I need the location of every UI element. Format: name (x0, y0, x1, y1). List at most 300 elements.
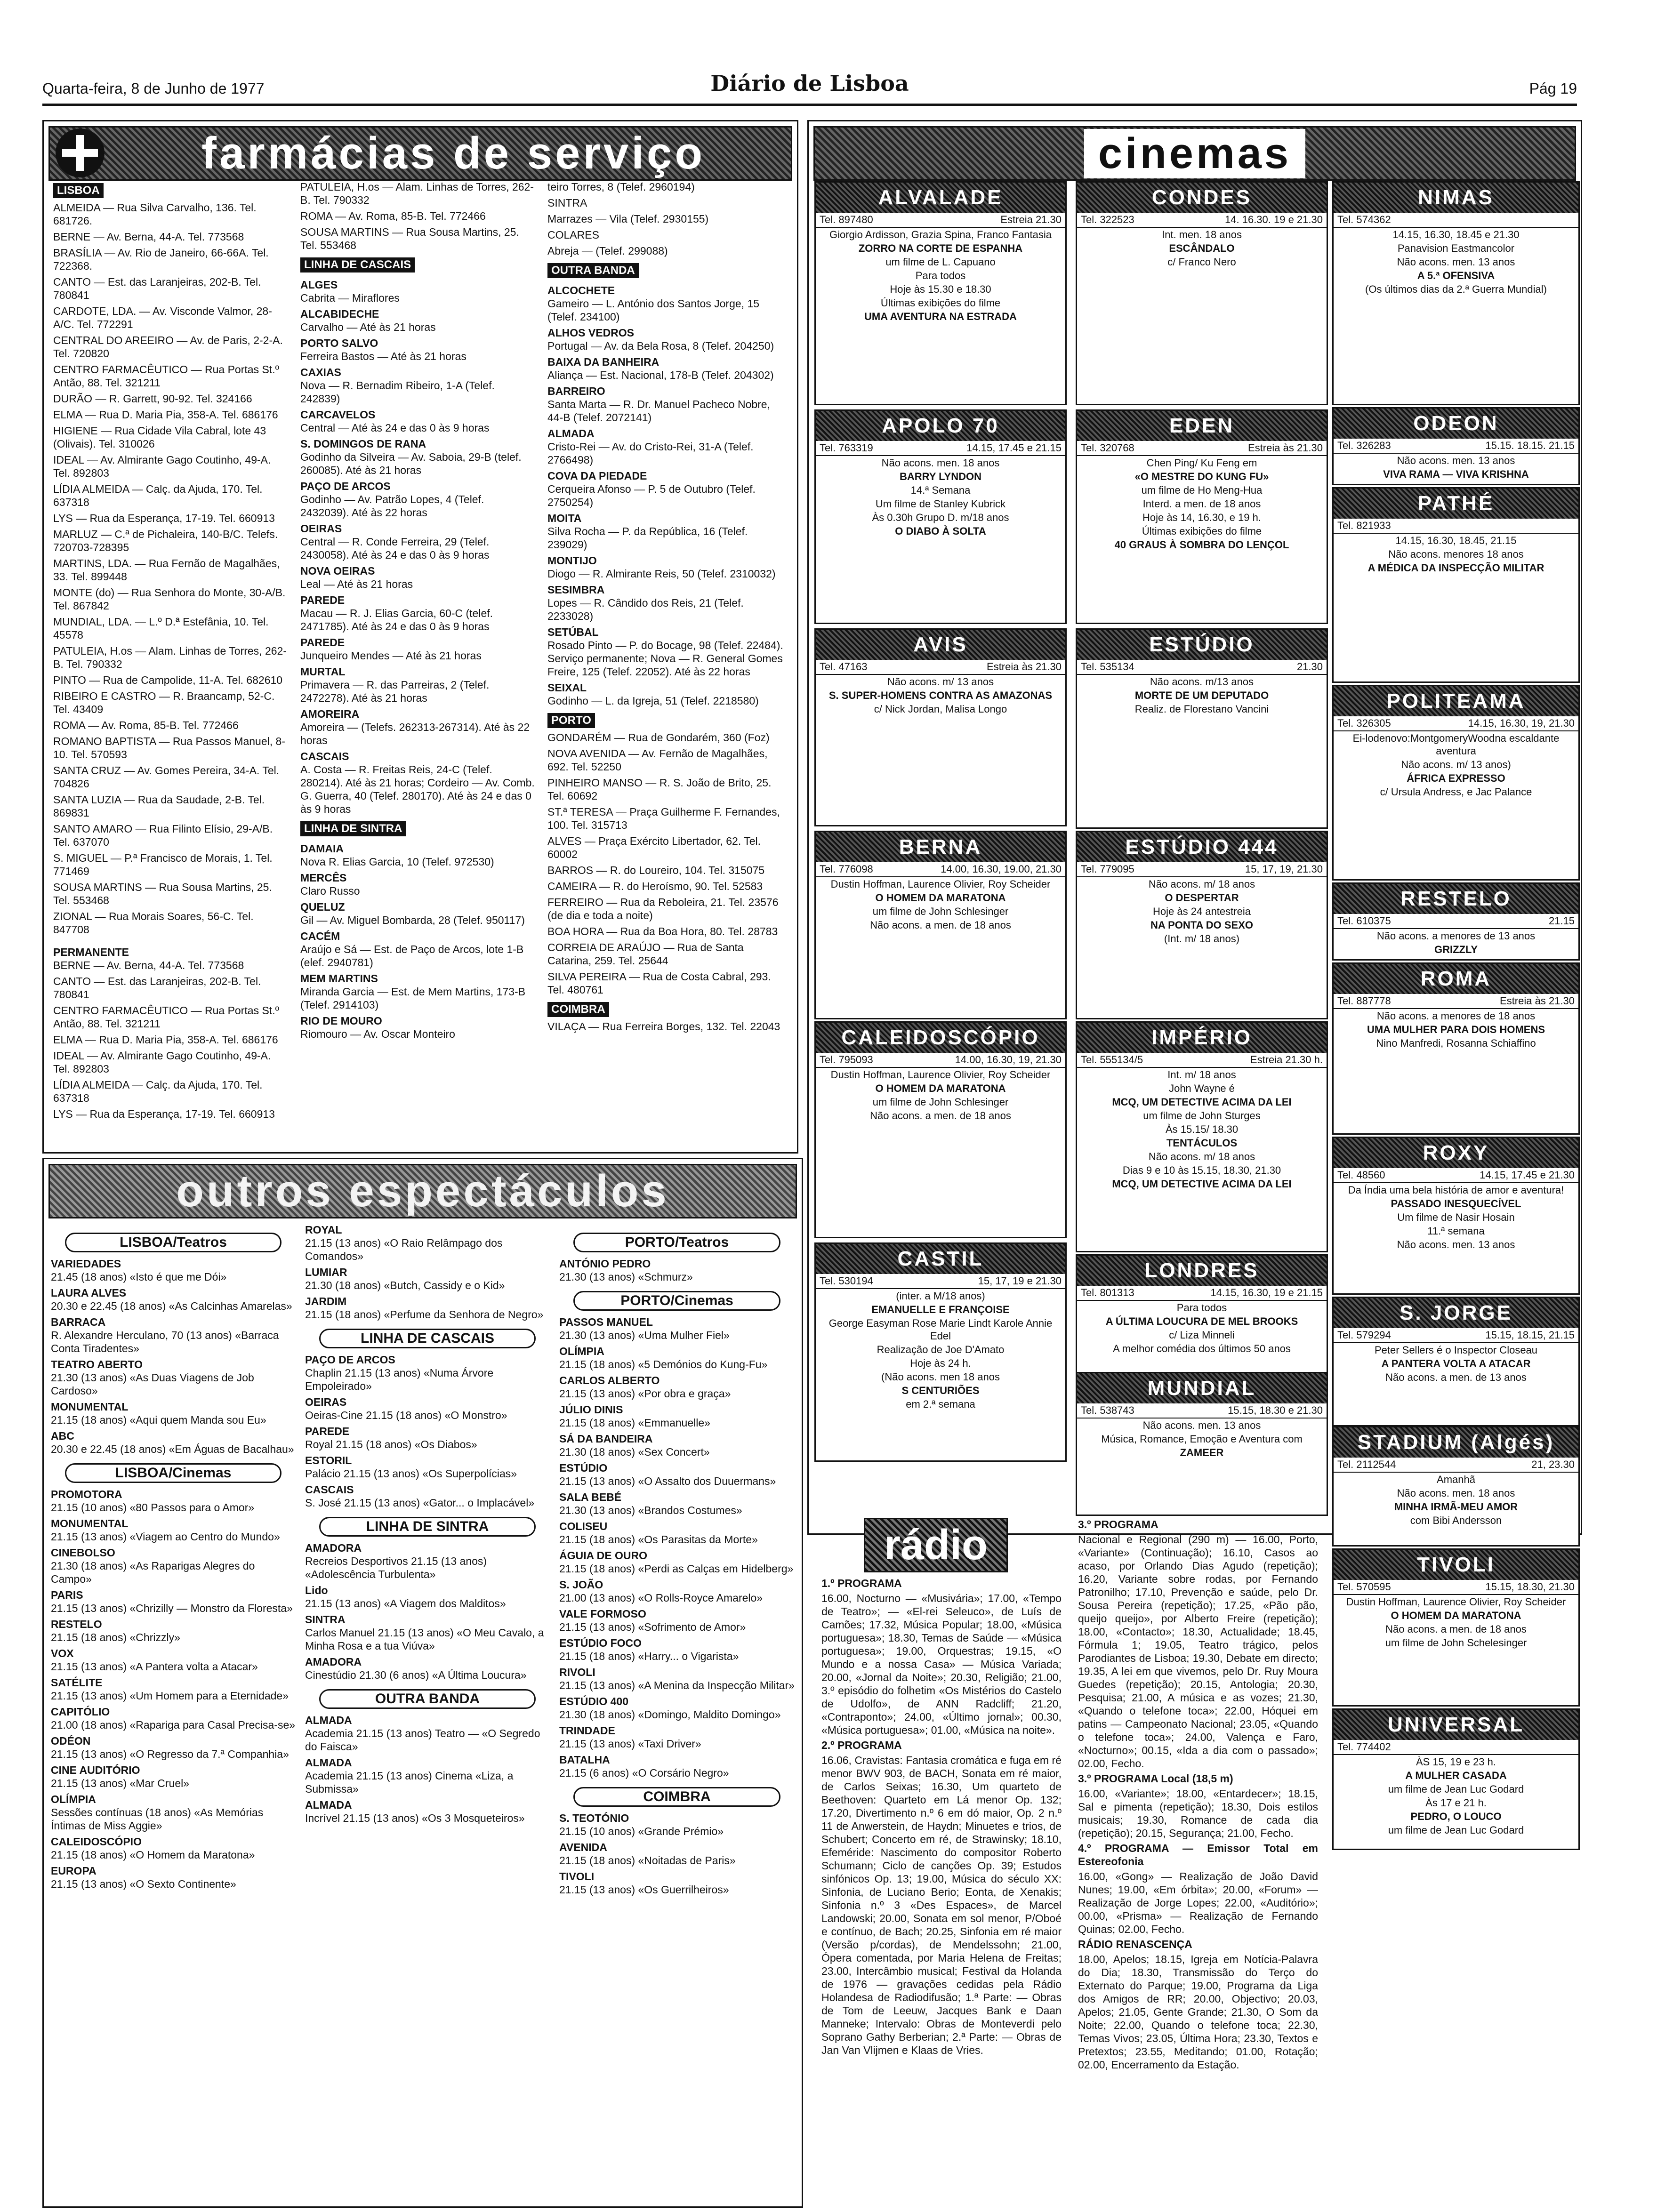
entry-text: 21.15 (13 anos) «Taxi Driver» (559, 1738, 701, 1750)
page-number: Pág 19 (1529, 80, 1577, 97)
entry-heading: ROYAL (305, 1224, 342, 1236)
cinema-line: 40 GRAUS À SOMBRA DO LENÇOL (1114, 539, 1289, 551)
cinema-name: IMPÉRIO (1077, 1023, 1327, 1053)
cinema-line: c/ Liza Minneli (1169, 1329, 1235, 1341)
cinema-line: UMA AVENTURA NA ESTRADA (864, 311, 1017, 322)
list-item: MARTINS, LDA. — Rua Fernão de Magalhães, 33. Tel. 899448 (53, 557, 280, 583)
cinema-name: CONDES (1077, 183, 1327, 213)
cinema-line: S CENTURIÕES (901, 1385, 980, 1396)
cinema-line: Hoje às 24 h. (910, 1357, 971, 1369)
cinema-tel-row (1334, 1328, 1578, 1343)
cinema-line: EMANUELLE E FRANÇOISE (871, 1304, 1010, 1315)
cinema-line: Chen Ping/ Ku Feng em (1146, 457, 1257, 469)
cinema-box (814, 1021, 1067, 1238)
entry-heading: ALMADA (547, 427, 595, 440)
entry-text: Chaplin 21.15 (13 anos) «Numa Árvore Empoleirado» (305, 1367, 494, 1392)
entry-heading: CASCAIS (300, 750, 349, 762)
cinema-name: CASTIL (816, 1244, 1065, 1274)
cinema-line: Interd. a men. de 18 anos (1142, 498, 1261, 510)
entry-text: Amoreira — (Telefs. 262313-267314). Até às 22 horas (300, 721, 530, 746)
entry-text: Recreios Desportivos 21.15 (13 anos) «Adolescência Turbulenta» (305, 1555, 487, 1580)
entry-heading: VOX (51, 1647, 74, 1659)
farmacias-col3-top (547, 180, 788, 257)
outros-col-3 (559, 1225, 795, 2204)
entry-heading: S. TEOTÓNIO (559, 1812, 629, 1824)
list-item: PINTO — Rua de Campolide, 11-A. Tel. 682610 (53, 674, 283, 686)
cinema-line: Não acons. a menores de 13 anos (1376, 930, 1536, 942)
cinema-line: Não acons. m/ 18 anos (1148, 878, 1255, 890)
cinema-line: um filme de John Sturges (1143, 1110, 1261, 1122)
entry-heading: CACÉM (300, 930, 340, 942)
radio-program-text: 16.00, «Gong» — Realização de João David Nunes; 19.00, «Em órbita»; 20.00, «Forum» — Realização de Jorge Lopes; 22.00, «Auditório»; 00.00, «Prisma» — Realização de Fernando Quinas; 02.00, Fecho. (1078, 1870, 1318, 1935)
cinema-line: 14.15, 16.30, 18.45, 21.15 (1395, 535, 1517, 546)
entry-heading: AMOREIRA (300, 708, 360, 720)
lisboa-label: LISBOA (53, 183, 104, 198)
cinema-line: (inter. a M/18 anos) (896, 1290, 985, 1302)
cinema-line: A MÉDICA DA INSPECÇÃO MILITAR (1367, 562, 1544, 574)
cinema-line: Não acons. men. 13 anos (1142, 1419, 1261, 1431)
cinema-times: 15.15. 18.15. 21.15 (1485, 440, 1575, 451)
radio-col-1 (821, 1577, 1062, 2205)
list-item: RIBEIRO E CASTRO — R. Braancamp, 52-C. Tel. 43409 (53, 690, 275, 715)
cinema-line: GRIZZLY (1434, 944, 1478, 955)
cinema-line: Dias 9 e 10 às 15.15, 18.30, 21.30 (1122, 1164, 1281, 1176)
cinema-name: ODEON (1334, 409, 1578, 439)
farmacias-sintra-list (300, 842, 536, 1041)
cinema-box (1332, 882, 1580, 961)
entry-heading: PAÇO DE ARCOS (305, 1354, 395, 1366)
list-item: CENTRAL DO AREEIRO — Av. de Paris, 2-2-A. Tel. 720820 (53, 334, 283, 360)
list-item: teiro Torres, 8 (Telef. 2960194) (547, 181, 695, 193)
entry-text: Araújo e Sá — Est. de Paço de Arcos, lote 1-B (elef. 2940781) (300, 943, 524, 969)
entry-text: 21.15 (18 anos) «Os Parasitas da Morte» (559, 1533, 758, 1546)
entry-text: 21.45 (18 anos) «Isto é que me Dói» (51, 1271, 227, 1283)
cinema-name: APOLO 70 (816, 411, 1065, 441)
masthead (42, 71, 1577, 106)
entry-text: Royal 21.15 (18 anos) «Os Diabos» (305, 1438, 477, 1451)
list-item: SANTA CRUZ — Av. Gomes Pereira, 34-A. Tel. 704826 (53, 764, 280, 790)
cinema-name: RESTELO (1334, 884, 1578, 914)
cinema-line: Não acons. m/ 18 anos (1148, 1151, 1255, 1162)
cinema-line: BARRY LYNDON (900, 471, 981, 482)
list-item: S. MIGUEL — P.ª Francisco de Morais, 1. Tel. 771469 (53, 852, 273, 877)
entry-heading: RIO DE MOURO (300, 1015, 382, 1027)
cinema-tel-row (816, 660, 1065, 675)
cinema-phone: Tel. 2112544 (1337, 1459, 1396, 1470)
entry-heading: BARRACA (51, 1316, 106, 1328)
cinema-box (1076, 1021, 1328, 1252)
cinema-tel-row (1334, 213, 1578, 228)
entry-heading: TEATRO ABERTO (51, 1358, 143, 1370)
cinema-line: O HOMEM DA MARATONA (875, 1082, 1006, 1094)
entry-heading: SÁ DA BANDEIRA (559, 1433, 653, 1445)
cinema-line: Hoje às 24 antestreia (1153, 906, 1251, 917)
cinema-line: (Não acons. men 18 anos (881, 1371, 1000, 1383)
list-item: PINHEIRO MANSO — R. S. João de Brito, 25. Tel. 60692 (547, 777, 772, 802)
entry-heading: Lido (305, 1584, 328, 1596)
cinema-name: NIMAS (1334, 183, 1578, 213)
farmacias-permanente-list (53, 959, 289, 1121)
cinema-line: NA PONTA DO SEXO (1150, 919, 1253, 931)
entry-heading: ALMADA (305, 1756, 352, 1769)
entry-heading: AMADORA (305, 1656, 362, 1668)
cinema-tel-row (1334, 1580, 1578, 1595)
list-item: CANTO — Est. das Laranjeiras, 202-B. Tel. 780841 (53, 276, 261, 301)
cinema-times: Estreia às 21.30 (987, 661, 1062, 673)
entry-text: 21.15 (18 anos) «Emmanuelle» (559, 1417, 710, 1429)
cinema-box (1332, 685, 1580, 881)
cinema-phone: Tel. 887778 (1337, 995, 1391, 1007)
cinema-line: Não acons. a men. de 18 anos (870, 919, 1011, 931)
cinema-tel-row (816, 213, 1065, 228)
pharmacy-cross-icon (56, 128, 105, 177)
cinema-line: um filme de Jean Luc Godard (1388, 1824, 1524, 1836)
entry-heading: ALHOS VEDROS (547, 327, 635, 339)
cinema-line: um filme de John Schelesinger (1385, 1637, 1527, 1649)
cinema-box (1076, 628, 1328, 829)
entry-text: Sessões contínuas (18 anos) «As Memórias Íntimas de Miss Aggie» (51, 1806, 264, 1832)
entry-text: 21.15 (18 anos) «Harry... o Vigarista» (559, 1650, 739, 1662)
list-item: SANTA LUZIA — Rua da Saudade, 2-B. Tel. 869831 (53, 793, 265, 819)
outros-col-1 (51, 1225, 296, 2204)
list-item: MONTE (do) — Rua Senhora do Monte, 30-A/B. Tel. 867842 (53, 586, 286, 612)
cinema-line: Não acons. men. 18 anos (881, 457, 1000, 469)
radio-program-text: 16.00, «Variante»; 18.00, «Entardecer»; 18.15, Sal e pimenta (repetição); 18.30, Dois estilos musicais; 19.30, Romance de cada dia (repetição); 20.15, Segurança; 21.00, Fecho. (1078, 1787, 1318, 1839)
list-item: ZIONAL — Rua Morais Soares, 56-C. Tel. 847708 (53, 910, 254, 936)
entry-heading: VALE FORMOSO (559, 1608, 646, 1620)
cinema-times: 21.15 (1548, 915, 1575, 927)
cinema-line: A melhor comédia dos últimos 50 anos (1113, 1343, 1291, 1354)
cinema-line: Não acons. men. 13 anos (1397, 455, 1515, 466)
cinema-box (1332, 487, 1580, 683)
cinema-line: Às 17 e 21 h. (1425, 1797, 1487, 1809)
list-item: ELMA — Rua D. Maria Pia, 358-A. Tel. 686176 (53, 409, 278, 421)
list-item: IDEAL — Av. Almirante Gago Coutinho, 49-A. Tel. 892803 (53, 1050, 271, 1075)
entry-heading: OEIRAS (305, 1396, 347, 1408)
cinema-line: Peter Sellers é o Inspector Closeau (1374, 1344, 1538, 1356)
cinema-tel-row (1334, 1168, 1578, 1183)
cinema-box (1332, 1548, 1580, 1707)
porto-cinemas-list (559, 1315, 795, 1779)
entry-text: Cabrita — Miraflores (300, 292, 400, 304)
farmacias-col2-top (300, 180, 536, 252)
radio-section (821, 1518, 1318, 2205)
entry-text: Portugal — Av. da Bela Rosa, 8 (Telef. 204250) (547, 340, 774, 352)
cinema-name: ESTÚDIO 444 (1077, 832, 1327, 862)
cinema-line: O DESPERTAR (1165, 892, 1239, 904)
list-item: CAMEIRA — R. do Heroísmo, 90. Tel. 52583 (547, 880, 763, 892)
list-item: COLARES (547, 229, 599, 241)
cinema-box (1332, 1708, 1580, 1850)
sintra-header: LINHA DE SINTRA (319, 1517, 536, 1537)
cinema-line: Dustin Hoffman, Laurence Olivier, Roy Scheider (830, 878, 1051, 890)
cinema-name: S. JORGE (1334, 1298, 1578, 1328)
cinema-box (1332, 181, 1580, 405)
cinema-line: MINHA IRMÃ-MEU AMOR (1394, 1501, 1518, 1513)
entry-heading: ABC (51, 1430, 74, 1442)
list-item: SILVA PEREIRA — Rua de Costa Cabral, 293. Tel. 480761 (547, 970, 771, 996)
cinema-line: MORTE DE UM DEPUTADO (1134, 689, 1269, 701)
list-item: ROMA — Av. Roma, 85-B. Tel. 772466 (300, 210, 486, 222)
cinema-line: O HOMEM DA MARATONA (1391, 1610, 1521, 1621)
cinema-line: A ÚLTIMA LOUCURA DE MEL BROOKS (1105, 1315, 1298, 1327)
lisboa-cinemas-header: LISBOA/Cinemas (65, 1463, 282, 1483)
farmacias-col-1 (53, 180, 289, 1145)
coimbra-header: COIMBRA (573, 1787, 780, 1807)
entry-text: 21.15 (10 anos) «80 Passos para o Amor» (51, 1501, 255, 1514)
cinema-tel-row (1077, 441, 1327, 456)
cinema-line: ESCÂNDALO (1169, 242, 1235, 254)
entry-text: 21.30 (13 anos) «Uma Mulher Fiel» (559, 1329, 730, 1341)
entry-text: 21.15 (18 anos) «O Homem da Maratona» (51, 1849, 255, 1861)
cinema-phone: Tel. 326283 (1337, 440, 1391, 451)
cinema-line: George Easyman Rose Marie Lindt Karole Annie Edel (828, 1317, 1053, 1342)
entry-heading: PASSOS MANUEL (559, 1316, 653, 1328)
cinema-line: c/ Ursula Andress, e Jac Palance (1380, 786, 1532, 798)
issue-date: Quarta-feira, 8 de Junho de 1977 (42, 80, 265, 97)
farmacias-outra-list (547, 284, 788, 707)
cinema-box (1076, 1372, 1328, 1516)
entry-heading: OLÍMPIA (51, 1793, 96, 1805)
cinema-line: Panavision Eastmancolor (1397, 242, 1515, 254)
cinema-line: com Bibi Andersson (1410, 1515, 1502, 1526)
list-item: VILAÇA — Rua Ferreira Borges, 132. Tel. 22043 (547, 1020, 780, 1033)
entry-heading: PAREDE (305, 1425, 350, 1437)
cinema-times: 15.15, 18.15, 21.15 (1485, 1329, 1575, 1341)
entry-text: Gameiro — L. António dos Santos Jorge, 15 (Telef. 234100) (547, 297, 760, 323)
cinema-phone: Tel. 320768 (1081, 442, 1134, 454)
cinema-tel-row (1334, 1458, 1578, 1473)
cinema-line: VIVA RAMA — VIVA KRISHNA (1383, 468, 1529, 480)
cinema-times: 14.15, 17.45 e 21.30 (1480, 1169, 1575, 1181)
cinema-line: Às 15.15/ 18.30 (1165, 1123, 1239, 1135)
cinema-line: Música, Romance, Emoção e Aventura com (1101, 1433, 1303, 1445)
entry-text: 21.15 (10 anos) «Grande Prémio» (559, 1825, 724, 1837)
entry-heading: MURTAL (300, 665, 346, 678)
entry-text: Lopes — R. Cândido dos Reis, 21 (Telef. 2233028) (547, 597, 744, 622)
cinema-name: CALEIDOSCÓPIO (816, 1023, 1065, 1053)
list-item: BERNE — Av. Berna, 44-A. Tel. 773568 (53, 231, 244, 243)
entry-heading: MEM MARTINS (300, 972, 378, 985)
sintra-label: LINHA DE SINTRA (300, 821, 406, 836)
entry-text: 21.30 (13 anos) «Schmurz» (559, 1271, 693, 1283)
list-item: SOUSA MARTINS — Rua Sousa Martins, 25. Tel. 553468 (300, 226, 519, 251)
entry-text: 21.15 (18 anos) «Perdi as Calças em Hidelberg» (559, 1563, 794, 1575)
entry-heading: NOVA OEIRAS (300, 565, 375, 577)
cinema-tel-row (1334, 914, 1578, 929)
entry-text: Palácio 21.15 (13 anos) «Os Superpolícias» (305, 1467, 517, 1480)
cinema-phone: Tel. 47163 (820, 661, 868, 673)
cinema-times: Estreia 21.30 h. (1250, 1054, 1323, 1066)
cinema-box (1076, 181, 1328, 405)
entry-text: 21.15 (6 anos) «O Corsário Negro» (559, 1767, 729, 1779)
cinema-name: ALVALADE (816, 183, 1065, 213)
radio-program-text: 18.00, Apelos; 18.15, Igreja em Notícia-Palavra do Dia; 18.30, Transmissão do Terço do Externato do Parque; 19.00, Programa da Liga dos Amigos de RR; 20.00, Objectivo; 20.03, Apelos; 21.05, Gente Grande; 21.30, O Som da Noite; 22.00, Quando o telefone toca; 22.30, Temas Vivos; 23.05, Última Hora; 23.30, Textos e Pretextos; 23.55, Meditando; 01.00, Rotação; 02.00, Encerramento da Estação. (1078, 1953, 1318, 2071)
entry-text: 21.15 (13 anos) «Mar Cruel» (51, 1777, 190, 1789)
entry-text: 21.30 (18 anos) «Butch, Cassidy e o Kid» (305, 1279, 505, 1291)
farmacias-col-2 (300, 180, 536, 1145)
entry-heading: MERCÊS (300, 872, 347, 884)
cinema-tel-row (816, 1053, 1065, 1068)
entry-text: Carvalho — Até às 21 horas (300, 321, 436, 333)
coimbra-label: COIMBRA (547, 1002, 609, 1017)
farmacias-porto-list (547, 731, 788, 996)
entry-heading: SESIMBRA (547, 584, 605, 596)
cinema-line: Amanhã (1437, 1474, 1475, 1485)
cinema-tel-row (1077, 862, 1327, 877)
cinema-name: TIVOLI (1334, 1550, 1578, 1580)
cinema-line: um filme de John Schlesinger (872, 906, 1009, 917)
list-item: ROMA — Av. Roma, 85-B. Tel. 772466 (53, 719, 239, 731)
cinema-box (1332, 1426, 1580, 1547)
entry-heading: PAÇO DE ARCOS (300, 480, 391, 492)
list-item: GONDARÉM — Rua de Gondarém, 360 (Foz) (547, 731, 770, 744)
cinema-line: Int. men. 18 anos (1162, 229, 1242, 240)
cinema-times: 21, 23.30 (1531, 1459, 1575, 1470)
entry-text: Leal — Até às 21 horas (300, 578, 413, 590)
entry-heading: BAIXA DA BANHEIRA (547, 356, 660, 368)
cinema-times: Estreia às 21.30 (1500, 995, 1575, 1007)
cinema-name: EDEN (1077, 411, 1327, 441)
cinema-line: A 5.ª OFENSIVA (1417, 270, 1495, 281)
cinema-line: Não acons. menores 18 anos (1388, 548, 1524, 560)
cinema-line: Realização de Joe D'Amato (877, 1344, 1005, 1355)
radio-program-heading: RÁDIO RENASCENÇA (1078, 1938, 1192, 1950)
cinema-name: BERNA (816, 832, 1065, 862)
entry-text: Miranda Garcia — Est. de Mem Martins, 173-B (Telef. 2914103) (300, 986, 526, 1011)
cinema-phone: Tel. 570595 (1337, 1581, 1391, 1593)
cinema-box (814, 628, 1067, 826)
entry-text: 21.15 (13 anos) «O Regresso da 7.ª Companhia» (51, 1748, 289, 1760)
cinema-line: Não acons. a men. de 13 anos (1385, 1371, 1527, 1383)
cinema-line: Um filme de Stanley Kubrick (875, 498, 1006, 510)
cinema-tel-row (1334, 439, 1578, 454)
entry-text: 21.15 (13 anos) «Sofrimento de Amor» (559, 1621, 746, 1633)
cinema-phone: Tel. 326305 (1337, 717, 1391, 729)
cinema-phone: Tel. 555134/5 (1081, 1054, 1143, 1066)
lisboa-cinemas-list (51, 1488, 296, 1891)
cinema-phone: Tel. 538743 (1081, 1404, 1134, 1416)
entry-heading: MONUMENTAL (51, 1517, 129, 1530)
farmacias-banner: farmácias de serviço (48, 126, 792, 181)
outros-col2-top (305, 1223, 550, 1321)
cinema-line: MCQ, UM DETECTIVE ACIMA DA LEI (1112, 1096, 1292, 1108)
cinema-line: A MULHER CASADA (1405, 1770, 1507, 1781)
cinema-tel-row (1334, 994, 1578, 1009)
entry-text: Nova R. Elias Garcia, 10 (Telef. 972530) (300, 856, 494, 868)
cinema-name: MUNDIAL (1077, 1373, 1327, 1403)
cinema-line: Giorgio Ardisson, Grazia Spina, Franco Fantasia (829, 229, 1052, 240)
cinema-line: «O MESTRE DO KUNG FU» (1134, 471, 1269, 482)
cinema-box (1332, 1137, 1580, 1295)
list-item: Abreja — (Telef. 299088) (547, 245, 668, 257)
list-item: LÍDIA ALMEIDA — Calç. da Ajuda, 170. Tel. 637318 (53, 1079, 263, 1104)
list-item: SINTRA (547, 197, 587, 209)
cinema-times: 14.15, 16.30, 19 e 21.15 (1210, 1287, 1323, 1298)
entry-heading: COLISEU (559, 1520, 608, 1532)
outros-banner: outros espectáculos (48, 1164, 797, 1218)
cinema-line: Não acons. men. 13 anos (1397, 1239, 1515, 1250)
entry-heading: CALEIDOSCÓPIO (51, 1835, 142, 1848)
cinema-box (1332, 1297, 1580, 1427)
list-item: PATULEIA, H.os — Alam. Linhas de Torres, 262-B. Tel. 790332 (300, 181, 534, 206)
cinema-line: um filme de Ho Meng-Hua (1141, 484, 1263, 496)
cinema-line: Dustin Hoffman, Laurence Olivier, Roy Scheider (1346, 1596, 1566, 1608)
cinema-box (1076, 831, 1328, 1019)
farmacias-section (42, 120, 798, 1154)
cinema-tel-row (816, 441, 1065, 456)
cinema-times: 14.00, 16.30, 19, 21.30 (955, 1054, 1062, 1066)
entry-text: 21.15 (13 anos) «O Assalto dos Duuermans» (559, 1475, 776, 1487)
cinema-line: A PANTERA VOLTA A ATACAR (1381, 1358, 1531, 1370)
entry-text: Aliança — Est. Nacional, 178-B (Telef. 204302) (547, 369, 774, 381)
cinema-tel-row (1077, 1053, 1327, 1068)
list-item: CARDOTE, LDA. — Av. Visconde Valmor, 28-A/C. Tel. 772291 (53, 305, 272, 330)
entry-heading: CAPITÓLIO (51, 1706, 110, 1718)
entry-text: 21.15 (13 anos) «Por obra e graça» (559, 1387, 731, 1400)
entry-text: Junqueiro Mendes — Até às 21 horas (300, 649, 482, 662)
entry-text: A. Costa — R. Freitas Reis, 24-C (Telef. 280214). Até às 21 horas; Cordeiro — Av. Comb. G. Guerra, 40 (Telef. 280170). Até às 24 e das 0 às 9 horas (300, 763, 535, 815)
entry-heading: ALMADA (305, 1799, 352, 1811)
entry-heading: CINEBOLSO (51, 1547, 115, 1559)
entry-heading: ANTÓNIO PEDRO (559, 1258, 651, 1270)
cinema-line: Não acons. men. 13 anos (1397, 256, 1515, 268)
entry-heading: RESTELO (51, 1618, 102, 1630)
entry-text: 21.30 (13 anos) «Brandos Costumes» (559, 1504, 742, 1516)
entry-heading: BATALHA (559, 1754, 610, 1766)
cinema-tel-row (1334, 716, 1578, 731)
entry-text: R. Alexandre Herculano, 70 (13 anos) «Barraca Conta Tiradentes» (51, 1329, 279, 1354)
cinema-phone: Tel. 795093 (820, 1054, 873, 1066)
entry-text: Nova — R. Bernadim Ribeiro, 1-A (Telef. 242839) (300, 379, 495, 405)
entry-text: 21.15 (18 anos) «Aqui quem Manda sou Eu» (51, 1414, 266, 1426)
cinema-times: 14.00, 16.30, 19.00, 21.30 (941, 863, 1062, 875)
entry-text: Godinho — Av. Patrão Lopes, 4 (Telef. 2432039). Até às 22 horas (300, 493, 484, 519)
cinema-line: Últimas exibições do filme (1142, 525, 1262, 537)
outros-sintra-list (305, 1541, 550, 1682)
entry-heading: COVA DA PIEDADE (547, 470, 647, 482)
cinema-line: um filme de Jean Luc Godard (1388, 1783, 1524, 1795)
radio-program-text: 16.06, Cravistas: Fantasia cromática e fuga em ré menor BWV 903, de BACH, Sonata em ré maior, de Carlos Seixas; 16.30, Um quarteto de Beethoven: Quarteto em Lá menor Op. 132; 17.20, Divertimento n.º 6 em dó maior, Op. 2 n.º 11 de Anwerstein, de Haydn; Minuetes e trios, de Schubert; Concerto em ré, de Strawinsky; 18.10, Efeméride: Nascimento do compositor Roberto Schumann; Ciclo de canções Op. 39; Estudos sinfónicos Op. 13; 19.00, Música do século XX: Sinfonia, de Luciano Berio; Eonta, de Xenakis; Sinfonia n.º 3 «Des Espaces», de Marcel Landowski; 20.00, Sonata em sol menor, P/Oboé e contínuo, de Bach; 20.25, Sinfonia em ré maior (Versão p/cordas), de Mendelssohn; 21.00, Ópera comentada, por Maria Helena de Freitas; 23.00, Intercâmbio musical; Festival da Holanda de 1976 — gravações cedidas pela Rádio Holandesa de Radiodifusão; 1.ª Parte: — Obras de Tom de Leeuw, Jacques Bank e Daan Manneke; Intervalo: Obras de Monteverdi pelo Soprano Gathy Berberian; 2.ª Parte: — Obras de Jan Van Vlijmen e Klaas de Vries. (821, 1754, 1062, 2056)
entry-heading: LAURA ALVES (51, 1287, 127, 1299)
cinema-line: Hoje às 14, 16.30, e 19 h. (1142, 512, 1261, 523)
cinema-phone: Tel. 48560 (1337, 1169, 1385, 1181)
radio-program-heading: 3.º PROGRAMA Local (18,5 m) (1078, 1772, 1233, 1785)
entry-heading: CINE AUDITÓRIO (51, 1764, 140, 1776)
entry-text: 21.15 (13 anos) «Um Homem para a Eternidade» (51, 1690, 289, 1702)
cinema-line: Para todos (915, 270, 966, 281)
cinema-times: 15.15, 18.30 e 21.30 (1228, 1404, 1323, 1416)
list-item: CENTRO FARMACÊUTICO — Rua Portas St.º Antão, 88. Tel. 321211 (53, 363, 279, 389)
entry-heading: SATÉLITE (51, 1676, 103, 1689)
list-item: ELMA — Rua D. Maria Pia, 358-A. Tel. 686176 (53, 1034, 278, 1046)
entry-text: 21.15 (13 anos) «A Pantera volta a Atacar» (51, 1660, 258, 1673)
entry-text: Incrível 21.15 (13 anos) «Os 3 Mosqueteiros» (305, 1812, 525, 1824)
entry-heading: MONUMENTAL (51, 1401, 129, 1413)
entry-text: Diogo — R. Almirante Reis, 50 (Telef. 2310032) (547, 568, 776, 580)
entry-heading: ÁGUIA DE OURO (559, 1549, 647, 1562)
radio-program-heading: 1.º PROGRAMA (821, 1577, 902, 1589)
list-item: IDEAL — Av. Almirante Gago Coutinho, 49-A. Tel. 892803 (53, 454, 271, 479)
cinema-phone: Tel. 574362 (1337, 214, 1391, 225)
list-item: HIGIENE — Rua Cidade Vila Cabral, lote 43 (Olivais). Tel. 310026 (53, 425, 266, 450)
entry-heading: ESTÚDIO 400 (559, 1695, 628, 1707)
list-item: SOUSA MARTINS — Rua Sousa Martins, 25. Tel. 553468 (53, 881, 272, 906)
cinema-name: UNIVERSAL (1334, 1710, 1578, 1740)
cinema-line: Hoje às 15.30 e 18.30 (890, 283, 991, 295)
entry-heading: PROMOTORA (51, 1488, 122, 1500)
cinema-times: 15.15, 18.30, 21.30 (1485, 1581, 1575, 1593)
